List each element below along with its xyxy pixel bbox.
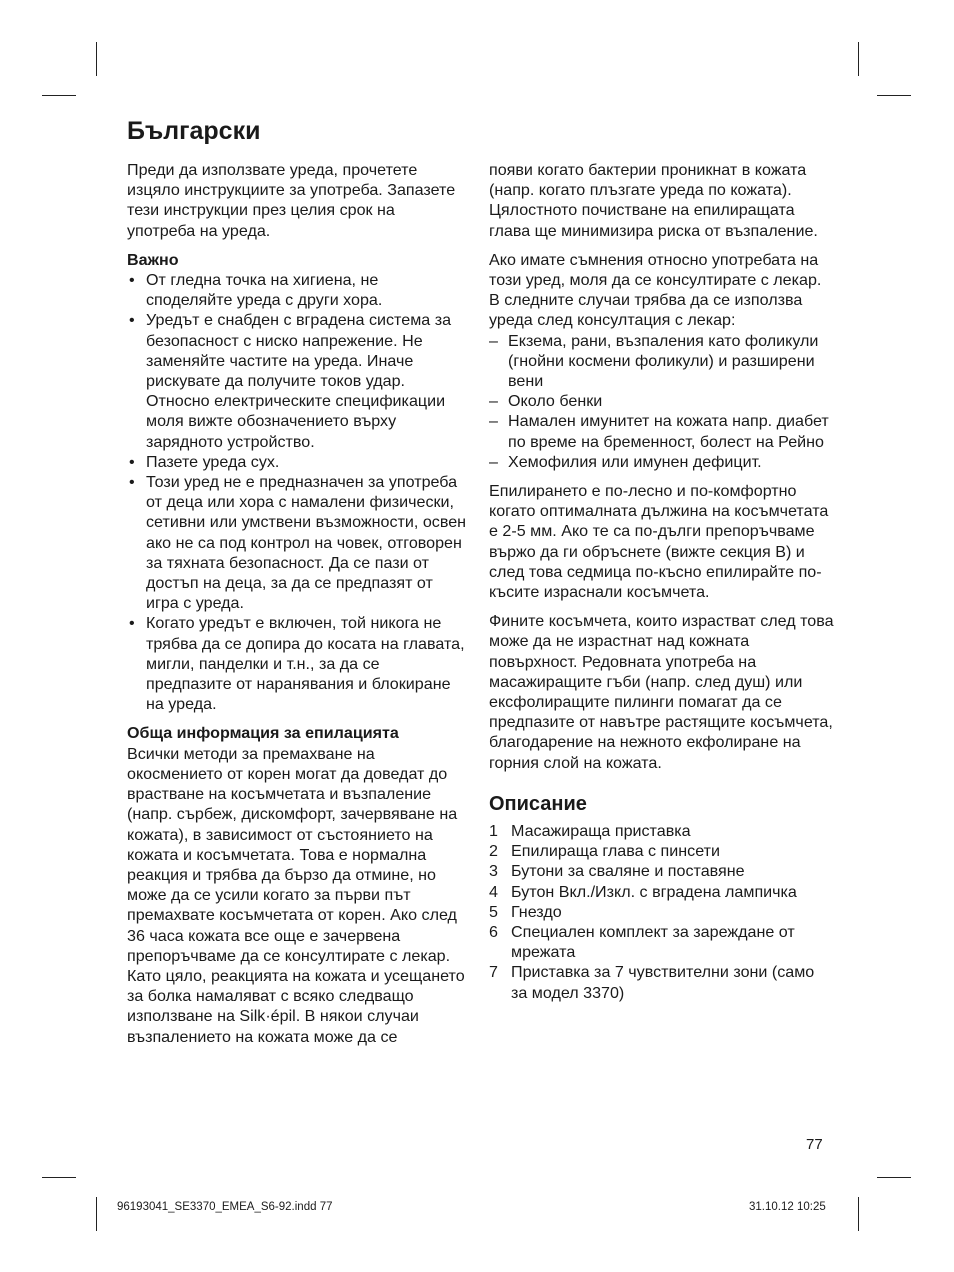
part-number: 5 [489, 902, 498, 921]
page-number: 77 [806, 1136, 823, 1153]
list-item: – Около бенки [489, 391, 834, 411]
crop-mark [877, 1177, 911, 1178]
crop-mark [877, 95, 911, 96]
list-item: – Хемофилия или имунен дефицит. [489, 452, 834, 472]
general-info-heading: Обща информация за епилацията [127, 724, 399, 743]
list-item [489, 902, 834, 922]
crop-mark [42, 1177, 76, 1178]
part-label: Гнездо [511, 902, 562, 921]
part-label: Епилираща глава с пинсети [511, 842, 720, 861]
list-item: • Когато уредът е включен, той никога не трябва да се допира до косата на главата, мигли, панделки и т.н., за да се предпазите от наранявания и блокиране на уреда. [127, 613, 467, 714]
crop-mark [42, 95, 76, 96]
left-column [127, 160, 467, 1047]
list-item [489, 922, 834, 962]
crop-mark [858, 1197, 859, 1231]
part-label: Масажираща приставка [511, 821, 691, 840]
list-item [489, 882, 834, 902]
cases-list [489, 331, 834, 472]
right-column [489, 160, 834, 1003]
part-number: 1 [489, 821, 498, 840]
list-item: • От гледна точка на хигиена, не споделяйте уреда с други хора. [127, 270, 467, 310]
epilation-paragraph: Епилирането е по-лесно и по-комфортно когато оптималната дължина на косъмчетата е 2-5 мм. Ако те са по-дълги препоръчваме вържо да ги обръснете (вижте секция B) и след това седмица по-късно епилирайте по-късите израснали косъмчета. [489, 482, 829, 602]
part-number: 3 [489, 862, 498, 881]
list-item [489, 962, 834, 1002]
part-number: 2 [489, 842, 498, 861]
description-heading: Описание [489, 792, 587, 815]
part-label: Бутони за сваляне и поставяне [511, 862, 745, 881]
important-list [127, 270, 467, 714]
part-label: Приставка за 7 чувствителни зони (само за модел 3370) [511, 963, 815, 1002]
fine-hairs-paragraph: Фините косъмчета, които израстват след това може да не израстнат над кожната повърхност. Редовната употреба на масажиращите гъби (напр. след душ) или ексфолиращите пилинги помагат да се предпазите от навътре растящите косъмчета, благодарение на нежното екфолиране на горния слой на кожата. [489, 612, 834, 772]
parts-list [489, 821, 834, 1003]
footer-filename: 96193041_SE3370_EMEA_S6-92.indd 77 [117, 1201, 333, 1213]
footer-date: 31.10.12 10:25 [749, 1201, 826, 1213]
crop-mark [96, 1197, 97, 1231]
part-number: 4 [489, 882, 498, 901]
part-label: Бутон Вкл./Изкл. с вградена лампичка [511, 882, 797, 901]
list-item: • Уредът е снабден с вградена система за безопасност с ниско напрежение. Не заменяйте частите на уреда. Иначе рискувате да получите токов удар. Относно електрическите спецификации моля вижте обозначението върху зарядното устройство. [127, 310, 467, 451]
part-label: Специален комплект за зареждане от мрежата [511, 922, 795, 962]
list-item: – Екзема, рани, възпаления като фоликули (гнойни космени фоликули) и разширени вени [489, 331, 834, 392]
crop-mark [858, 42, 859, 76]
list-item: – Намален имунитет на кожата напр. диабет по време на бременност, болест на Рейно [489, 411, 834, 451]
list-item: • Този уред не е предназначен за употреба от деца или хора с намалени физически, сетивни или умствени възможности, освен ако не са под контрол на човек, отговорен за тяхната безопасност. Да се пази от достъп на деца, за да се предпазят от игра с уреда. [127, 472, 467, 613]
general-info-paragraph: Всички методи за премахване на окосмението от корен могат да доведат до врастване на косъмчетата и възпаление (напр. сърбеж, дискомфорт, зачервяване на кожата), в зависимост от състоянието на кожата и косъмчетата. Това е нормална реакция и трябва да бързо да отмине, но може да се усили когато за първи път премахвате косъмчетата от корен. Ако след 36 часа кожата все още е зачервена препоръчваме да се консултирате с лекар. Като цяло, реакцията на кожата и усещането за болка намаляват с всяко следващо използване на Silk·épil. В някои случаи възпалението на кожата може да се [127, 744, 465, 1046]
list-item [489, 841, 834, 861]
crop-mark [96, 42, 97, 76]
list-item: • Пазете уреда сух. [127, 452, 467, 472]
important-heading: Важно [127, 250, 179, 269]
list-item [489, 821, 834, 841]
doubt-paragraph: Ако имате съмнения относно употребата на този уред, моля да се консултирате с лекар. В следните случаи трябва да се използва уреда след консултация с лекар: [489, 250, 822, 330]
page-title: Български [127, 117, 261, 145]
part-number: 6 [489, 922, 498, 941]
continued-paragraph: появи когато бактерии проникнат в кожата (напр. когато плъзгате уреда по кожата). Цялостното почистване на епилиращата глава ще минимизира риска от възпаление. [489, 161, 818, 240]
list-item [489, 861, 834, 881]
part-number: 7 [489, 963, 498, 982]
intro-paragraph: Преди да използвате уреда, прочетете изцяло инструкциите за употреба. Запазете тези инструкции през целия срок на употреба на уреда. [127, 161, 456, 240]
